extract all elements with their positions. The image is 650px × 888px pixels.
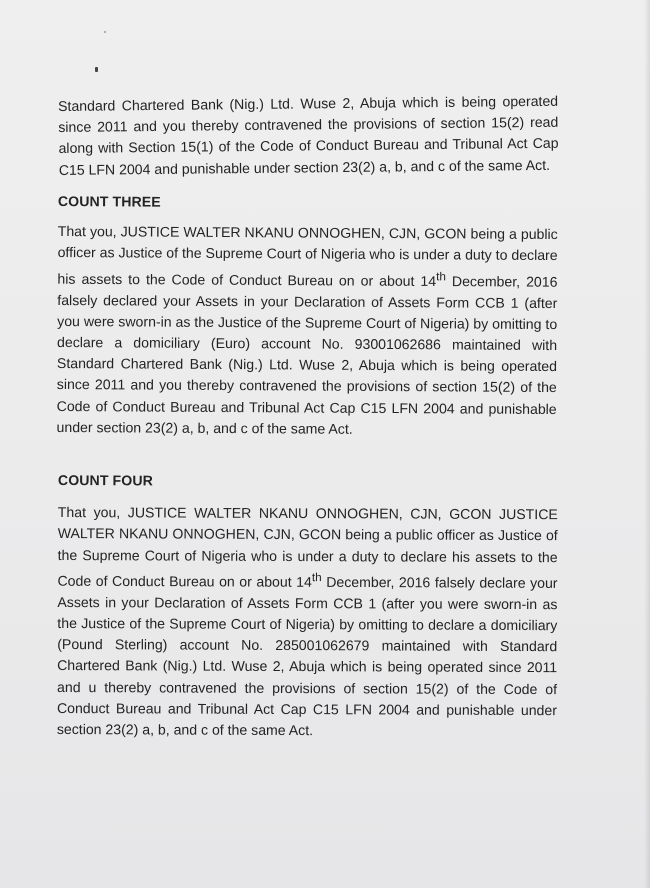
count-four-text-after-date: December, 2016 falsely declare your Assets in your Declaration of Assets Form CCB 1 (after you were sworn-in as the Justice of the Supreme Court of Nigeria) by omitting to declare a domiciliary (Pound Sterling) account No. 285001062679 maintained with Standard Chartered Bank (Nig.) Ltd. Wuse 2, Abuja which is being operated since 2011 and u thereby contravened the provisions of section 15(2) of the Code of Conduct Bureau and Tribunal Act Cap C15 LFN 2004 and punishable under section 23(2) a, b, and c of the same Act. — [56, 573, 558, 738]
count-four-date-suffix: th — [311, 570, 322, 584]
count-three-paragraph — [56, 221, 557, 441]
ink-speck — [95, 67, 98, 72]
count-three-text-after-date: December, 2016 falsely declared your Assets in your Declaration of Assets Form CCB 1 (after you were sworn-in as the Justice of the Supreme Court of Nigeria) by omitting to declare a domiciliary (Euro) account No. 93001062686 maintained with Standard Chartered Bank (Nig.) Ltd. Wuse 2, Abuja which is being operated since 2011 and you thereby contravened the provisions of section 15(2) of the Code of Conduct Bureau and Tribunal Act Cap C15 LFN 2004 and punishable under section 23(2) a, b, and c of the same Act. — [56, 272, 558, 437]
count-three-heading: COUNT THREE — [57, 192, 161, 210]
count-four-text-before-date: That you, JUSTICE WALTER NKANU ONNOGHEN, CJN, GCON JUSTICE WALTER NKANU ONNOGHEN, CJN, GCON being a public officer as Justice of the Supreme Court of Nigeria who is under a duty to declare his assets to the Code of Conduct Bureau on or about 14 — [57, 503, 558, 590]
ink-speck-small — [104, 31, 106, 33]
count-three-text-before-date: That you, JUSTICE WALTER NKANU ONNOGHEN, CJN, GCON being a public officer as Justice of the Supreme Court of Nigeria who is under a duty to declare his assets to the Code of Conduct Bureau on or about 14 — [57, 223, 558, 289]
count-three-date-suffix: th — [436, 269, 447, 283]
document-body — [56, 92, 559, 740]
count-three-section — [56, 191, 557, 441]
count-four-paragraph — [57, 502, 558, 742]
count-four-heading: COUNT FOUR — [57, 471, 153, 489]
intro-paragraph: Standard Chartered Bank (Nig.) Ltd. Wuse 2, Abuja which is being operated since 2011 and you thereby contravened the provisions of section 15(2) read along with Section 15(1) of the Code of Conduct Bureau and Tribunal Act Cap C15 LFN 2004 and punishable under section 23(2) a, b, and c of the same Act. — [58, 92, 559, 178]
page-edge-shadow — [644, 0, 650, 888]
count-four-section — [57, 470, 558, 742]
